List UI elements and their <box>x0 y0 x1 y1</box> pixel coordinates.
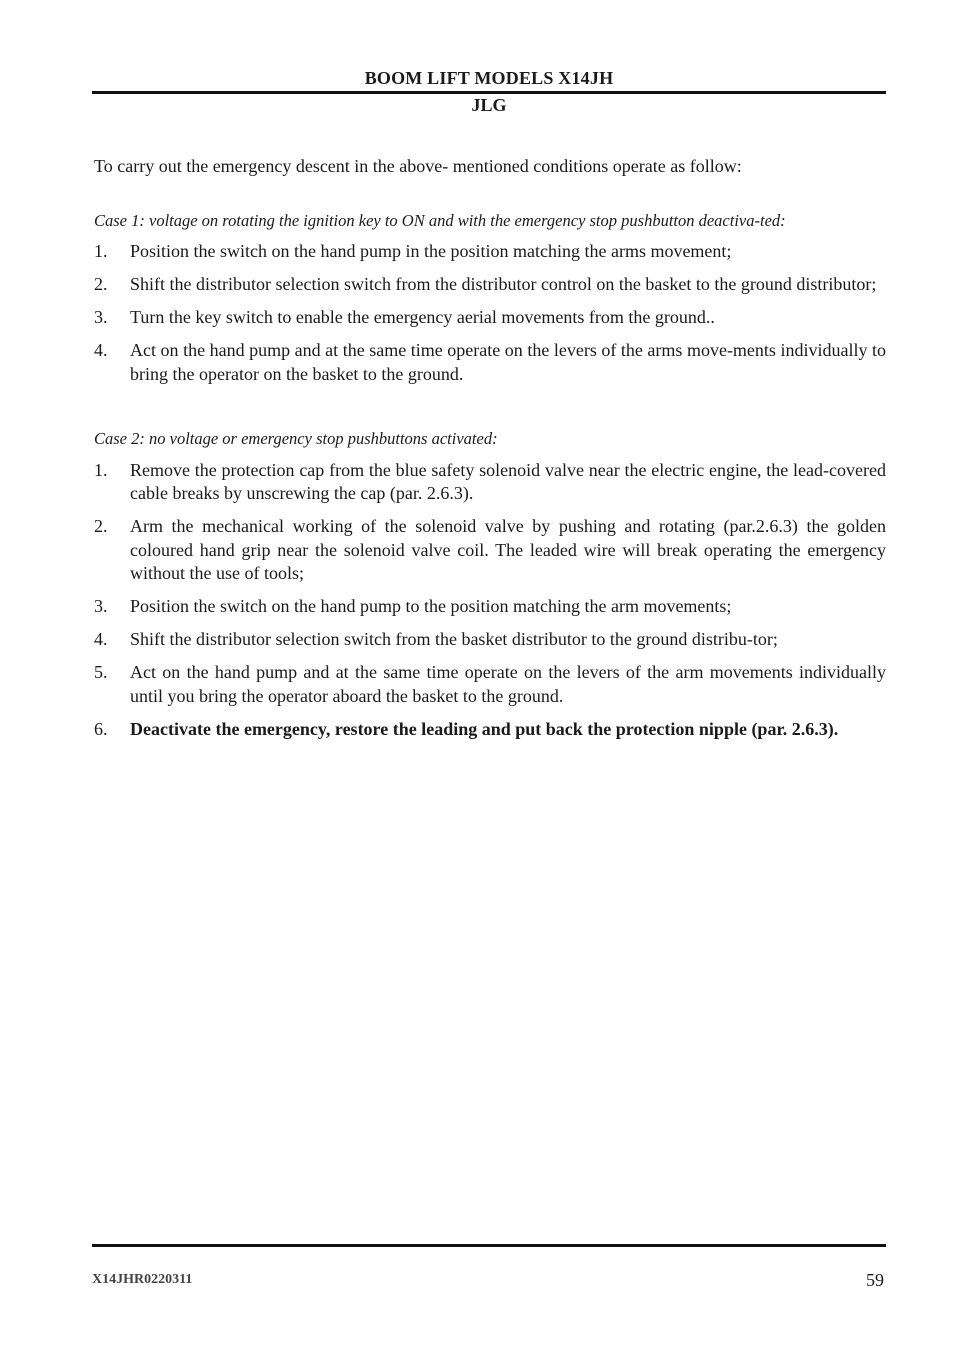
step-text: Arm the mechanical working of the solenoid valve by pushing and rotating (par.2.6.3) the golden coloured hand grip near the solenoid valve coil. The leaded wire will break operating the emergency without the use of tools; <box>130 516 886 583</box>
case2-heading: Case 2: no voltage or emergency stop pushbuttons activated: <box>94 429 498 448</box>
page-header <box>92 66 886 116</box>
list-item <box>94 240 886 264</box>
brand-name: JLG <box>471 95 507 115</box>
step-number: 2. <box>94 516 108 536</box>
list-item <box>94 595 886 619</box>
step-text: Remove the protection cap from the blue safety solenoid valve near the electric engine, the lead-covered cable breaks by unscrewing the cap (par. 2.6.3). <box>130 459 886 503</box>
list-item <box>94 515 886 586</box>
step-number: 3. <box>94 596 108 616</box>
list-item <box>94 628 886 652</box>
step-text: Act on the hand pump and at the same time operate on the levers of the arms move-ments individually to bring the operator on the basket to the ground. <box>130 340 886 384</box>
step-text: Act on the hand pump and at the same time operate on the levers of the arm movements individually until you bring the operator aboard the basket to the ground. <box>130 662 886 706</box>
intro-paragraph: To carry out the emergency descent in the above- mentioned conditions operate as follow: <box>94 156 742 176</box>
case1-heading: Case 1: voltage on rotating the ignition key to ON and with the emergency stop pushbutton deactiva-ted: <box>94 210 786 230</box>
case1-steps <box>94 240 886 386</box>
list-item <box>94 661 886 708</box>
page-number: 59 <box>866 1270 884 1290</box>
step-number: 6. <box>94 718 108 739</box>
step-text: Position the switch on the hand pump in the position matching the arms movement; <box>130 241 732 261</box>
step-text: Shift the distributor selection switch from the basket distributor to the ground distribu-tor; <box>130 629 778 649</box>
list-item <box>94 339 886 386</box>
step-text: Position the switch on the hand pump to the position matching the arm movements; <box>130 596 732 616</box>
case2-steps <box>94 459 886 742</box>
document-title: BOOM LIFT MODELS X14JH <box>364 68 614 88</box>
step-text: Turn the key switch to enable the emergency aerial movements from the ground.. <box>130 307 715 327</box>
step-text: Deactivate the emergency, restore the leading and put back the protection nipple (par. 2.6.3). <box>130 718 839 739</box>
step-number: 4. <box>94 340 108 360</box>
list-item <box>94 718 886 742</box>
step-number: 1. <box>94 459 108 480</box>
document-code: X14JHR0220311 <box>92 1272 193 1287</box>
list-item <box>94 459 886 506</box>
step-text: Shift the distributor selection switch from the distributor control on the basket to the ground distributor; <box>130 274 877 294</box>
footer-divider <box>92 1244 886 1247</box>
step-number: 5. <box>94 662 108 682</box>
step-number: 1. <box>94 241 108 261</box>
list-item <box>94 273 886 297</box>
step-number: 3. <box>94 307 108 327</box>
step-number: 2. <box>94 274 108 294</box>
list-item <box>94 306 886 330</box>
step-number: 4. <box>94 629 108 649</box>
page-content <box>94 155 886 751</box>
